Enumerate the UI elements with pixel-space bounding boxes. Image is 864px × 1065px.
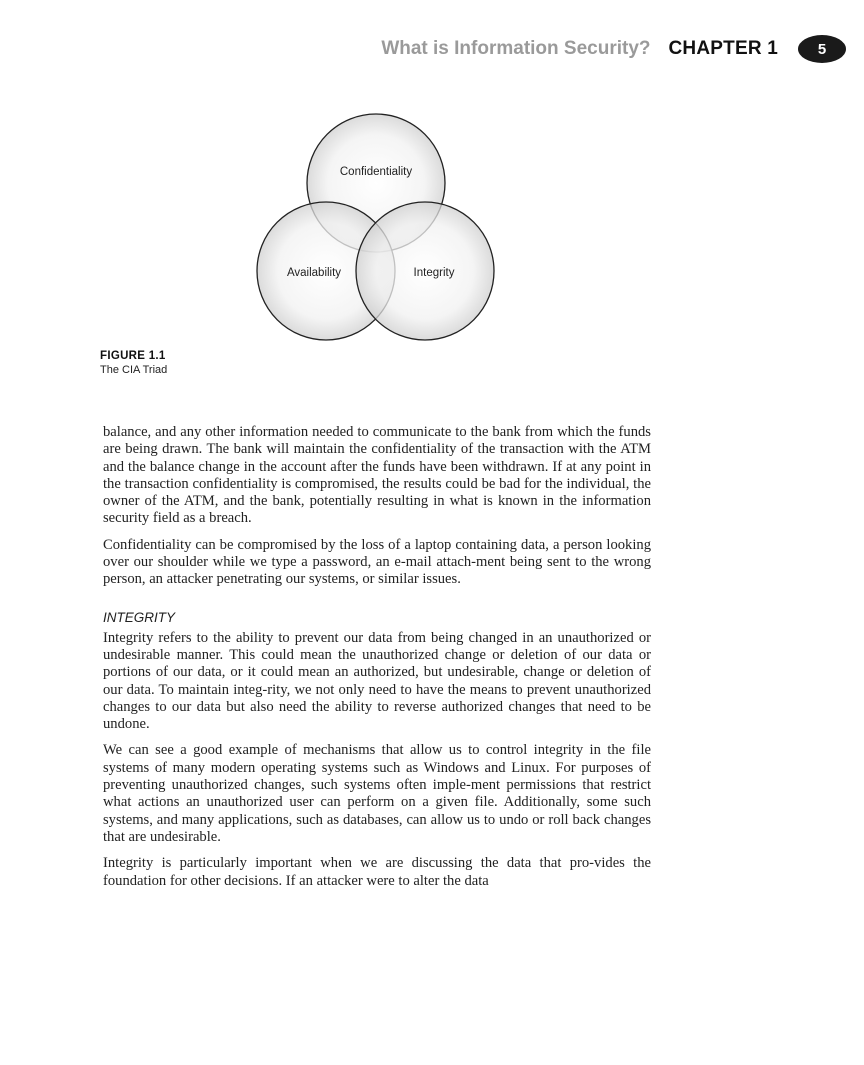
chapter-label: CHAPTER 1 xyxy=(668,38,778,59)
page-number-badge: 5 xyxy=(798,35,846,63)
section-heading-integrity: INTEGRITY xyxy=(103,609,176,625)
paragraph: balance, and any other information needed to communicate to the bank from which the funds are being drawn. The bank will maintain the confidentiality of the transaction with the ATM and the balance change in the account after the funds have been withdrawn. If at any point in the transaction confidentiality is compromised, the results could be bad for the individual, the owner of the ATM, and the bank, potentially resulting in what is known in the information security field as a breach. xyxy=(103,424,651,527)
figure-label: FIGURE 1.1 xyxy=(100,350,166,362)
venn-label-availability: Availability xyxy=(286,267,342,279)
figure-caption-text: The CIA Triad xyxy=(100,364,168,376)
running-head xyxy=(381,34,846,64)
venn-label-confidentiality: Confidentiality xyxy=(339,166,413,178)
paragraph: Confidentiality can be compromised by the loss of a laptop containing data, a person looking over our shoulder while we type a password, an e-mail attach-ment being sent to the wrong person, an attacker penetrating our systems, or similar issues. xyxy=(103,536,651,588)
running-head-title: What is Information Security? xyxy=(381,38,651,59)
paragraph: Integrity is particularly important when we are discussing the data that pro-vides the foundation for other decisions. If an attacker were to alter the data xyxy=(103,855,651,889)
paragraph: We can see a good example of mechanisms that allow us to control integrity in the file systems of many modern operating systems such as Windows and Linux. For purposes of preventing unauthorized changes, such systems often imple-ment permissions that restrict what actions an unauthorized user can perform on a given file. Additionally, some such systems, and many applications, such as databases, can allow us to undo or roll back changes that are undesirable. xyxy=(103,742,651,845)
paragraph: Integrity refers to the ability to prevent our data from being changed in an unauthorized or undesirable manner. This could mean the unauthorized change or deletion of our data or portions of our data, or it could mean an authorized, but undesirable, change or deletion of our data. To maintain integ-rity, we not only need to have the means to prevent unauthorized changes to our data but also need the ability to reverse authorized changes that need to be undone. xyxy=(103,629,651,733)
cia-triad-venn-diagram xyxy=(250,112,500,347)
figure-caption xyxy=(100,349,167,377)
venn-label-integrity: Integrity xyxy=(413,267,455,279)
body-text xyxy=(103,424,651,899)
